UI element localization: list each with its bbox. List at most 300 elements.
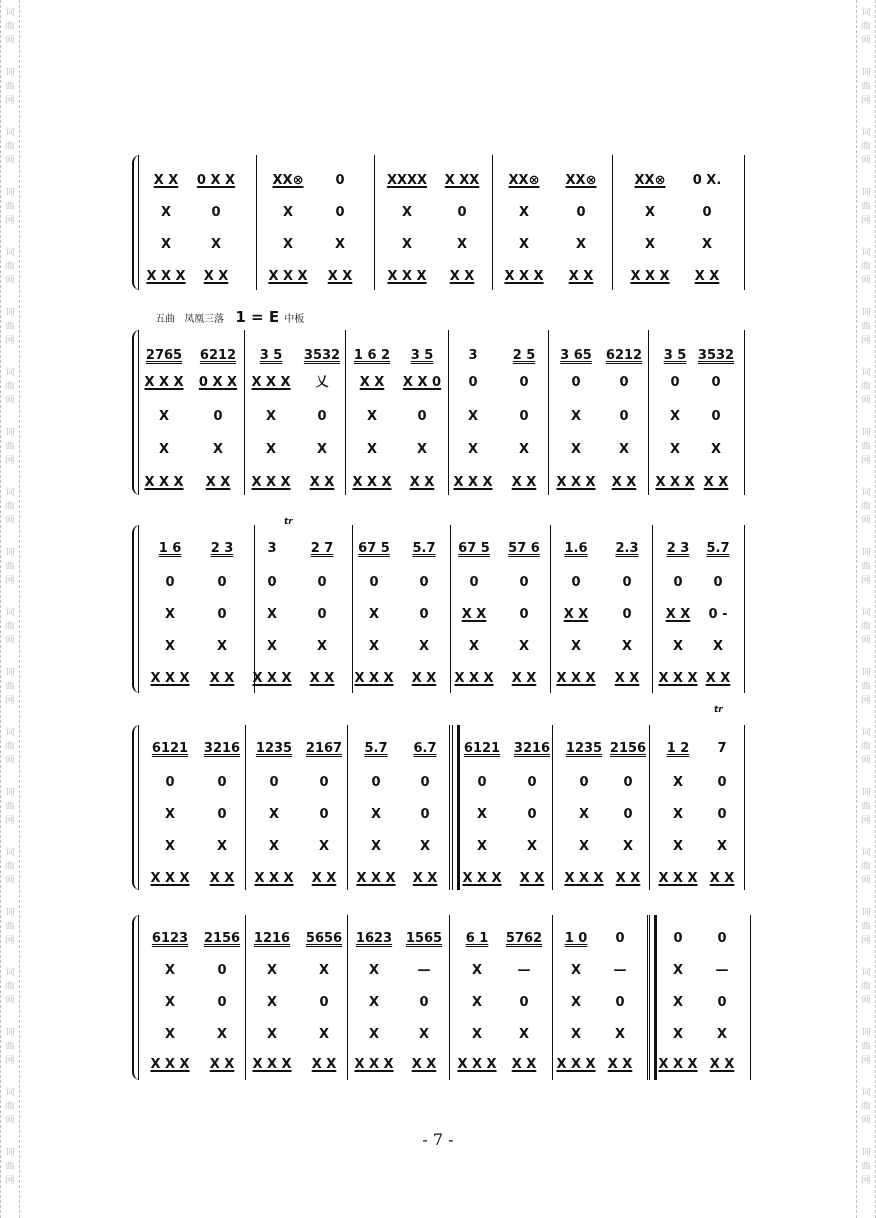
- percussion-note: X: [366, 442, 378, 457]
- melody-note: 2156: [609, 741, 647, 756]
- melody-note: XXXX: [386, 173, 428, 188]
- watermark-char: 曲: [861, 862, 871, 872]
- percussion-note: X X: [209, 671, 235, 686]
- trill-mark: tr: [714, 705, 723, 715]
- percussion-note: X: [672, 807, 684, 822]
- watermark-char: 曲: [861, 802, 871, 812]
- right-margin-strip: [856, 0, 876, 1218]
- percussion-note: X X X: [146, 269, 186, 284]
- percussion-note: X: [164, 839, 176, 854]
- watermark-char: 网: [5, 1176, 15, 1186]
- percussion-note: X: [672, 995, 684, 1010]
- percussion-note: 0: [619, 409, 629, 424]
- percussion-note: X: [669, 409, 681, 424]
- percussion-note: X X: [309, 475, 335, 490]
- watermark-char: 曲: [5, 1162, 15, 1172]
- percussion-note: X X X: [655, 475, 695, 490]
- melody-note: 2 5: [512, 348, 536, 363]
- barline: [347, 915, 348, 1080]
- percussion-note: X: [282, 205, 294, 220]
- watermark-char: 词: [5, 848, 15, 858]
- percussion-note: X X: [563, 607, 589, 622]
- percussion-note: X: [672, 775, 684, 790]
- percussion-note: X: [158, 409, 170, 424]
- watermark-char: 网: [5, 396, 15, 406]
- percussion-note: 0: [702, 205, 712, 220]
- barline: [649, 725, 650, 890]
- percussion-note: X: [672, 839, 684, 854]
- page-number: - 7 -: [422, 1130, 454, 1149]
- percussion-note: X: [467, 409, 479, 424]
- percussion-note: X X X: [564, 871, 604, 886]
- percussion-note: X: [644, 205, 656, 220]
- percussion-note: 0: [527, 807, 537, 822]
- percussion-note: X: [672, 963, 684, 978]
- melody-note: 5.7: [364, 741, 388, 756]
- percussion-note: X X X: [454, 671, 494, 686]
- percussion-note: X X: [311, 871, 337, 886]
- percussion-note: X X: [359, 375, 385, 390]
- score-system-4: [132, 705, 752, 890]
- melody-note: 1 2: [666, 741, 690, 756]
- watermark-char: 曲: [5, 82, 15, 92]
- percussion-note: X: [368, 1027, 380, 1042]
- watermark-char: 词: [5, 368, 15, 378]
- watermark-char: 网: [5, 996, 15, 1006]
- watermark-char: 网: [5, 1116, 15, 1126]
- percussion-note: X X: [705, 671, 731, 686]
- melody-note: 3216: [203, 741, 241, 756]
- watermark-char: 网: [5, 696, 15, 706]
- percussion-note: X X X: [658, 1057, 698, 1072]
- percussion-note: X: [701, 237, 713, 252]
- percussion-note: X X: [209, 1057, 235, 1072]
- percussion-note: X: [316, 442, 328, 457]
- watermark-char: 词: [861, 668, 871, 678]
- watermark-char: 网: [861, 516, 871, 526]
- watermark-char: 网: [5, 636, 15, 646]
- percussion-note: X: [316, 639, 328, 654]
- watermark-char: 曲: [5, 1042, 15, 1052]
- percussion-note: 0: [477, 775, 487, 790]
- percussion-note: X: [518, 442, 530, 457]
- melody-note: XX⊗: [508, 173, 540, 188]
- percussion-note: X: [212, 442, 224, 457]
- percussion-note: X: [518, 237, 530, 252]
- watermark-char: 曲: [5, 562, 15, 572]
- melody-note: 2.3: [615, 541, 639, 556]
- watermark-char: 词: [861, 968, 871, 978]
- barline: [744, 525, 745, 693]
- barline: [612, 155, 613, 290]
- melody-note: 67 5: [458, 541, 490, 556]
- melody-note: 0: [673, 931, 683, 946]
- melody-note: 6212: [199, 348, 237, 363]
- melody-note: XX⊗: [272, 173, 304, 188]
- watermark-char: 曲: [5, 322, 15, 332]
- percussion-note: X: [710, 442, 722, 457]
- percussion-note: X X: [412, 871, 438, 886]
- percussion-note: 0: [519, 375, 529, 390]
- watermark-char: 曲: [861, 682, 871, 692]
- watermark-char: 曲: [5, 982, 15, 992]
- percussion-note: X X X: [356, 871, 396, 886]
- percussion-note: 0: [319, 807, 329, 822]
- watermark-char: 曲: [861, 262, 871, 272]
- tempo-marking: 中板: [284, 314, 305, 325]
- watermark-char: 曲: [861, 502, 871, 512]
- percussion-note: 0: [165, 775, 175, 790]
- percussion-note: 0: [335, 205, 345, 220]
- watermark-char: 网: [861, 1056, 871, 1066]
- percussion-note: 0: [670, 375, 680, 390]
- barline: [256, 155, 257, 290]
- barline: [449, 915, 450, 1080]
- watermark-char: 词: [5, 1148, 15, 1158]
- percussion-note: 0: [217, 995, 227, 1010]
- percussion-note: X X X: [556, 671, 596, 686]
- percussion-note: 0: [711, 409, 721, 424]
- melody-note: 6212: [605, 348, 643, 363]
- percussion-note: X X 0: [402, 375, 442, 390]
- melody-note: 6121: [463, 741, 501, 756]
- melody-note: 1235: [255, 741, 293, 756]
- percussion-note: X X X: [268, 269, 308, 284]
- percussion-note: X: [160, 237, 172, 252]
- percussion-note: 0: [519, 409, 529, 424]
- percussion-note: 0: [579, 775, 589, 790]
- watermark-char: 网: [861, 756, 871, 766]
- percussion-note: X: [518, 1027, 530, 1042]
- melody-note: 6121: [151, 741, 189, 756]
- percussion-note: X: [716, 1027, 728, 1042]
- percussion-note: X: [416, 442, 428, 457]
- watermark-char: 网: [5, 756, 15, 766]
- watermark-char: 网: [861, 276, 871, 286]
- percussion-note: X: [164, 807, 176, 822]
- percussion-note: X: [164, 963, 176, 978]
- watermark-char: 网: [5, 96, 15, 106]
- percussion-note: X X: [611, 475, 637, 490]
- watermark-char: 词: [5, 908, 15, 918]
- watermark-char: 词: [5, 308, 15, 318]
- percussion-note: X X X: [453, 475, 493, 490]
- percussion-note: X: [368, 995, 380, 1010]
- watermark-char: 网: [5, 216, 15, 226]
- watermark-char: 网: [861, 336, 871, 346]
- percussion-note: X: [366, 409, 378, 424]
- percussion-note: X: [318, 839, 330, 854]
- melody-note: 3: [267, 541, 277, 556]
- percussion-note: X X: [703, 475, 729, 490]
- percussion-note: X X: [409, 475, 435, 490]
- percussion-note: X: [468, 639, 480, 654]
- barline: [245, 915, 246, 1080]
- percussion-note: X X: [311, 1057, 337, 1072]
- percussion-note: X: [164, 995, 176, 1010]
- percussion-note: X X X: [387, 269, 427, 284]
- percussion-note: X: [621, 639, 633, 654]
- watermark-char: 曲: [861, 622, 871, 632]
- melody-note: 2765: [145, 348, 183, 363]
- melody-note: X X: [153, 173, 179, 188]
- watermark-char: 曲: [5, 22, 15, 32]
- score-system-5: [132, 915, 752, 1080]
- melody-note: 0 X.: [692, 173, 722, 188]
- percussion-note: 0: [468, 375, 478, 390]
- percussion-note: X: [518, 205, 530, 220]
- percussion-note: X X: [449, 269, 475, 284]
- watermark-char: 词: [5, 548, 15, 558]
- barline: [552, 725, 553, 890]
- repeat-barline: [452, 725, 460, 890]
- watermark-char: 网: [861, 1176, 871, 1186]
- percussion-note: X X X: [504, 269, 544, 284]
- watermark-char: 网: [861, 36, 871, 46]
- barline: [552, 915, 553, 1080]
- percussion-note: X: [318, 1027, 330, 1042]
- percussion-note: 乂: [315, 375, 329, 390]
- watermark-char: 曲: [861, 1162, 871, 1172]
- percussion-note: X: [471, 963, 483, 978]
- melody-note: 0: [615, 931, 625, 946]
- percussion-note: 0: [619, 375, 629, 390]
- watermark-char: 词: [5, 788, 15, 798]
- percussion-note: X X X: [658, 671, 698, 686]
- melody-note: 6123: [151, 931, 189, 946]
- percussion-note: X: [216, 1027, 228, 1042]
- repeat-barline: [649, 915, 657, 1080]
- percussion-note: X X X: [251, 475, 291, 490]
- percussion-note: 0: [615, 995, 625, 1010]
- melody-note: 5762: [505, 931, 543, 946]
- percussion-note: X X: [411, 671, 437, 686]
- watermark-char: 曲: [861, 982, 871, 992]
- barline: [254, 525, 255, 693]
- watermark-char: 曲: [5, 202, 15, 212]
- watermark-char: 词: [861, 788, 871, 798]
- percussion-note: X X X: [144, 375, 184, 390]
- percussion-note: X: [401, 237, 413, 252]
- percussion-note: X X X: [354, 671, 394, 686]
- percussion-note: 0: [419, 995, 429, 1010]
- watermark-char: 词: [5, 1088, 15, 1098]
- percussion-note: X: [266, 607, 278, 622]
- watermark-char: 网: [5, 516, 15, 526]
- percussion-note: 0: [419, 575, 429, 590]
- percussion-note: 0: [217, 575, 227, 590]
- watermark-char: 网: [861, 936, 871, 946]
- percussion-note: —: [417, 963, 431, 978]
- percussion-note: X: [266, 995, 278, 1010]
- melody-note: 1623: [355, 931, 393, 946]
- barline: [744, 725, 745, 890]
- system-brace-line: [138, 915, 139, 1080]
- percussion-note: X: [570, 409, 582, 424]
- percussion-note: X: [570, 963, 582, 978]
- melody-note: 3: [468, 348, 478, 363]
- percussion-note: X: [368, 963, 380, 978]
- percussion-note: X X X: [556, 1057, 596, 1072]
- barline: [244, 330, 245, 495]
- barline: [347, 725, 348, 890]
- percussion-note: X X X: [254, 871, 294, 886]
- percussion-note: X: [570, 1027, 582, 1042]
- watermark-char: 曲: [5, 742, 15, 752]
- percussion-note: X: [716, 839, 728, 854]
- percussion-note: X: [669, 442, 681, 457]
- percussion-note: X: [401, 205, 413, 220]
- watermark-char: 网: [5, 276, 15, 286]
- barline: [374, 155, 375, 290]
- melody-note: 1 6: [158, 541, 182, 556]
- percussion-note: 0: [527, 775, 537, 790]
- percussion-note: X: [370, 807, 382, 822]
- percussion-note: 0: [717, 995, 727, 1010]
- percussion-note: X X X: [457, 1057, 497, 1072]
- percussion-note: X X X: [251, 375, 291, 390]
- watermark-char: 网: [861, 1116, 871, 1126]
- watermark-char: 网: [861, 876, 871, 886]
- watermark-char: 网: [5, 456, 15, 466]
- percussion-note: X X: [205, 475, 231, 490]
- watermark-char: 网: [5, 36, 15, 46]
- melody-note: XX⊗: [565, 173, 597, 188]
- percussion-note: 0: [623, 807, 633, 822]
- percussion-note: 0: [673, 575, 683, 590]
- melody-note: 3 5: [410, 348, 434, 363]
- percussion-note: X: [418, 639, 430, 654]
- watermark-char: 词: [861, 8, 871, 18]
- percussion-note: X: [370, 839, 382, 854]
- watermark-char: 词: [861, 428, 871, 438]
- percussion-note: X: [419, 839, 431, 854]
- percussion-note: 0: [269, 775, 279, 790]
- percussion-note: X: [471, 1027, 483, 1042]
- percussion-note: X X: [615, 871, 641, 886]
- watermark-char: 网: [861, 576, 871, 586]
- percussion-note: 0: [713, 575, 723, 590]
- percussion-note: X: [570, 995, 582, 1010]
- barline: [550, 525, 551, 693]
- section-header: [155, 308, 304, 326]
- watermark-char: 网: [5, 876, 15, 886]
- left-margin-strip: [0, 0, 20, 1218]
- percussion-note: X X: [694, 269, 720, 284]
- melody-note: 5.7: [706, 541, 730, 556]
- melody-note: 3 65: [560, 348, 592, 363]
- watermark-char: 词: [5, 728, 15, 738]
- watermark-char: 词: [861, 1088, 871, 1098]
- barline: [450, 525, 451, 693]
- percussion-note: X X X: [658, 871, 698, 886]
- percussion-note: X: [618, 442, 630, 457]
- percussion-note: 0: [622, 575, 632, 590]
- percussion-note: X: [518, 639, 530, 654]
- percussion-note: 0: [623, 775, 633, 790]
- watermark-char: 网: [5, 576, 15, 586]
- percussion-note: X X: [203, 269, 229, 284]
- watermark-char: 曲: [5, 382, 15, 392]
- percussion-note: 0: [217, 807, 227, 822]
- watermark-char: 曲: [5, 502, 15, 512]
- melody-note: 3216: [513, 741, 551, 756]
- melody-note: 6 1: [465, 931, 489, 946]
- percussion-note: 0: [217, 963, 227, 978]
- percussion-note: X X X: [150, 1057, 190, 1072]
- percussion-note: X: [476, 839, 488, 854]
- watermark-char: 曲: [861, 202, 871, 212]
- watermark-char: 曲: [5, 922, 15, 932]
- percussion-note: X: [210, 237, 222, 252]
- percussion-note: 0: [717, 807, 727, 822]
- melody-note: 1216: [253, 931, 291, 946]
- watermark-char: 词: [5, 248, 15, 258]
- percussion-note: X: [266, 1027, 278, 1042]
- percussion-note: 0: [371, 775, 381, 790]
- percussion-note: 0: [571, 375, 581, 390]
- score-system-2: [132, 330, 752, 495]
- watermark-char: 词: [861, 248, 871, 258]
- watermark-char: 词: [861, 608, 871, 618]
- percussion-note: 0: [319, 995, 329, 1010]
- percussion-note: X X: [411, 1057, 437, 1072]
- percussion-note: X X X: [144, 475, 184, 490]
- percussion-note: X: [570, 639, 582, 654]
- percussion-note: X: [578, 807, 590, 822]
- watermark-char: 曲: [861, 1042, 871, 1052]
- watermark-char: 词: [861, 488, 871, 498]
- percussion-note: 0: [469, 575, 479, 590]
- piece-title: 凤凰三落: [184, 314, 225, 325]
- watermark-char: 网: [861, 696, 871, 706]
- watermark-char: 词: [5, 488, 15, 498]
- watermark-char: 曲: [5, 622, 15, 632]
- percussion-note: X: [570, 442, 582, 457]
- system-brace-line: [138, 155, 139, 290]
- watermark-char: 曲: [5, 142, 15, 152]
- melody-note: 3532: [303, 348, 341, 363]
- percussion-note: X X: [209, 871, 235, 886]
- watermark-char: 网: [861, 636, 871, 646]
- barline: [449, 725, 450, 890]
- key-signature: 1 = E: [235, 308, 280, 326]
- barline: [352, 525, 353, 693]
- percussion-note: X X: [327, 269, 353, 284]
- melody-note: 57 6: [508, 541, 540, 556]
- melody-note: 3 5: [259, 348, 283, 363]
- percussion-note: X X X: [352, 475, 392, 490]
- watermark-char: 词: [5, 608, 15, 618]
- melody-note: 6.7: [413, 741, 437, 756]
- system-brace-line: [138, 330, 139, 495]
- percussion-note: X: [265, 409, 277, 424]
- percussion-note: X X: [511, 671, 537, 686]
- watermark-char: 曲: [861, 742, 871, 752]
- percussion-note: X X X: [150, 671, 190, 686]
- percussion-note: X: [216, 639, 228, 654]
- percussion-note: 0 -: [708, 607, 728, 622]
- percussion-note: 0: [217, 607, 227, 622]
- barline: [345, 330, 346, 495]
- watermark-char: 曲: [5, 1102, 15, 1112]
- percussion-note: X X: [709, 1057, 735, 1072]
- percussion-note: 0: [519, 995, 529, 1010]
- melody-note: 7: [717, 741, 727, 756]
- watermark-char: 曲: [861, 142, 871, 152]
- percussion-note: 0: [317, 575, 327, 590]
- percussion-note: 0: [622, 607, 632, 622]
